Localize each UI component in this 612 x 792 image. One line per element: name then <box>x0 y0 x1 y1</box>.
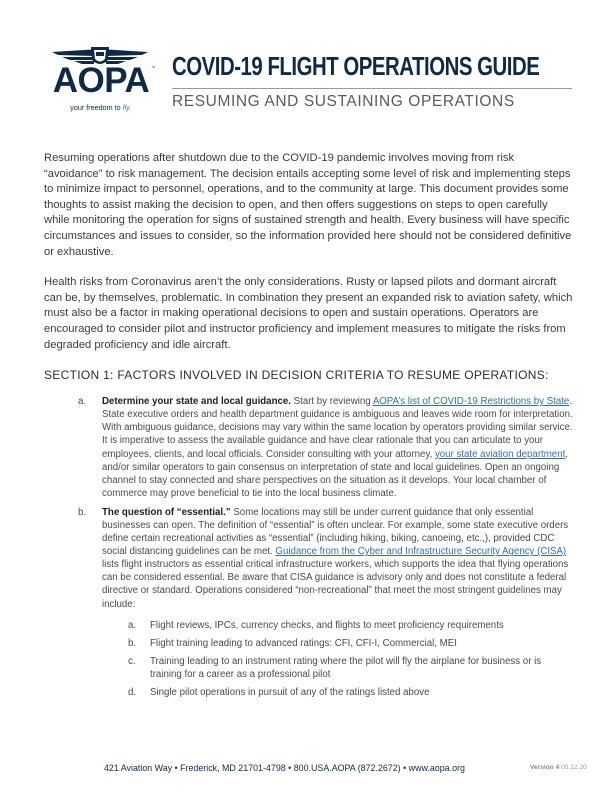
item-heading: The question of “essential.” <box>102 506 231 518</box>
sublist-item <box>128 655 574 681</box>
document-body <box>44 151 574 705</box>
sublist-text: Flight training leading to advanced ratings: CFI, CFI-I, Commercial, MEI <box>150 637 457 649</box>
item-text: , and/or similar operators to gain consensus on interpretation of state and local guidelines. Open an ongoing channel to stay connected and share perspectives on the situation as it develops. Your local chamber of commerce may prove beneficial to tie into the local business climate. <box>102 448 568 499</box>
version-info <box>530 764 587 771</box>
tagline-prefix: your freedom to <box>70 103 123 112</box>
tagline-emphasis: fly <box>122 103 130 112</box>
aopa-logo <box>44 46 156 120</box>
sublist-item <box>128 686 574 699</box>
sublist-text: Flight reviews, IPCs, currency checks, and flights to meet proficiency requirements <box>150 619 504 631</box>
cisa-guidance-link[interactable]: Guidance from the Cyber and Infrastructure Security Agency (CISA) <box>275 546 567 558</box>
logo-tagline <box>44 103 156 112</box>
document-subtitle: RESUMING AND SUSTAINING OPERATIONS <box>172 93 515 110</box>
list-item-essential <box>78 506 574 699</box>
logo-wordmark: AOPA <box>52 61 150 100</box>
intro-paragraph-1: Resuming operations after shutdown due to the COVID-19 pandemic involves moving from risk “avoidance” to risk management. The decision entails accepting some level of risk and implementing steps to minimize impact to personnel, operations, and to the community at large. This document provides some thoughts to assist making the decision to open, and then offers suggestions on steps to open carefully while monitoring the operation for signs of sustained strength and health. Every business will have specific circumstances and issues to consider, so the information provided here should not be considered definitive or exhaustive. <box>44 152 572 258</box>
list-marker: a. <box>78 396 87 408</box>
sublist-item <box>128 619 574 632</box>
list-marker: b. <box>78 506 87 518</box>
essential-operations-sublist <box>128 619 574 699</box>
sublist-text: Single pilot operations in pursuit of any of the ratings listed above <box>150 687 430 698</box>
document-title: COVID-19 FLIGHT OPERATIONS GUIDE <box>172 53 540 81</box>
section-1-heading: SECTION 1: FACTORS INVOLVED IN DECISION CRITERIA TO RESUME OPERATIONS: <box>44 368 549 383</box>
section-1-list <box>78 395 574 699</box>
item-text: Some locations may still be under current guidance that only essential businesses can open. The definition of “essential” is often unclear. For example, some state executive orders define certain recreational activities as “essential” (including hiking, biking, canoeing, etc.,), provided CDC social distancing guidelines can be met. <box>102 506 569 558</box>
footer-address: 421 Aviation Way • Frederick, MD 21701-4798 • 800.USA.AOPA (872.2672) • www.aopa.org <box>104 763 465 773</box>
sublist-item <box>128 637 574 650</box>
version-label: Version 4 <box>530 764 560 771</box>
sublist-text: Training leading to an instrument rating where the pilot will fly the airplane for business or is training for a career as a professional pilot <box>150 655 542 680</box>
sublist-marker: b. <box>128 637 137 649</box>
state-aviation-department-link[interactable]: your state aviation department <box>434 448 566 460</box>
sublist-marker: a. <box>128 619 137 631</box>
aopa-restrictions-link[interactable]: AOPA’s list of COVID-19 Restrictions by State <box>372 396 570 408</box>
version-date: 05.12.20 <box>561 764 587 771</box>
sublist-marker: c. <box>128 655 136 667</box>
item-text: . State executive orders and health department guidance is ambiguous and leaves wide room for interpretation. With ambiguous guidance, decisions may vary within the same location by operators providing similar service. It is imperative to assess the available guidance and have clear rationale that you can articulate to your employees, clients, and local officials. Consider consulting with your attorney, <box>102 396 573 460</box>
intro-paragraph-2: Health risks from Coronavirus aren’t the only considerations. Rusty or lapsed pilots and dormant aircraft can be, by themselves, problematic. In combination they present an expanded risk to aviation safety, which must also be a factor in making operational decisions to open and sustain operations. Operators are encouraged to consider pilot and instructor proficiency and implement measures to mitigate the risks from degraded proficiency and idle aircraft. <box>44 276 573 351</box>
item-heading: Determine your state and local guidance. <box>102 396 291 408</box>
title-divider <box>172 88 572 89</box>
list-item-state-local-guidance <box>78 395 574 500</box>
sublist-marker: d. <box>128 687 137 698</box>
item-text: Start by reviewing <box>290 396 373 408</box>
item-text: lists flight instructors as essential critical infrastructure workers, which supports the idea that flying operations can be considered essential. Be aware that CISA guidance is advisory only and does not constitute a federal directive or standard. Operations considered “non-recreational” that meet the most stringent guidelines may include: <box>102 559 569 610</box>
trademark-symbol: ™ <box>151 65 155 70</box>
